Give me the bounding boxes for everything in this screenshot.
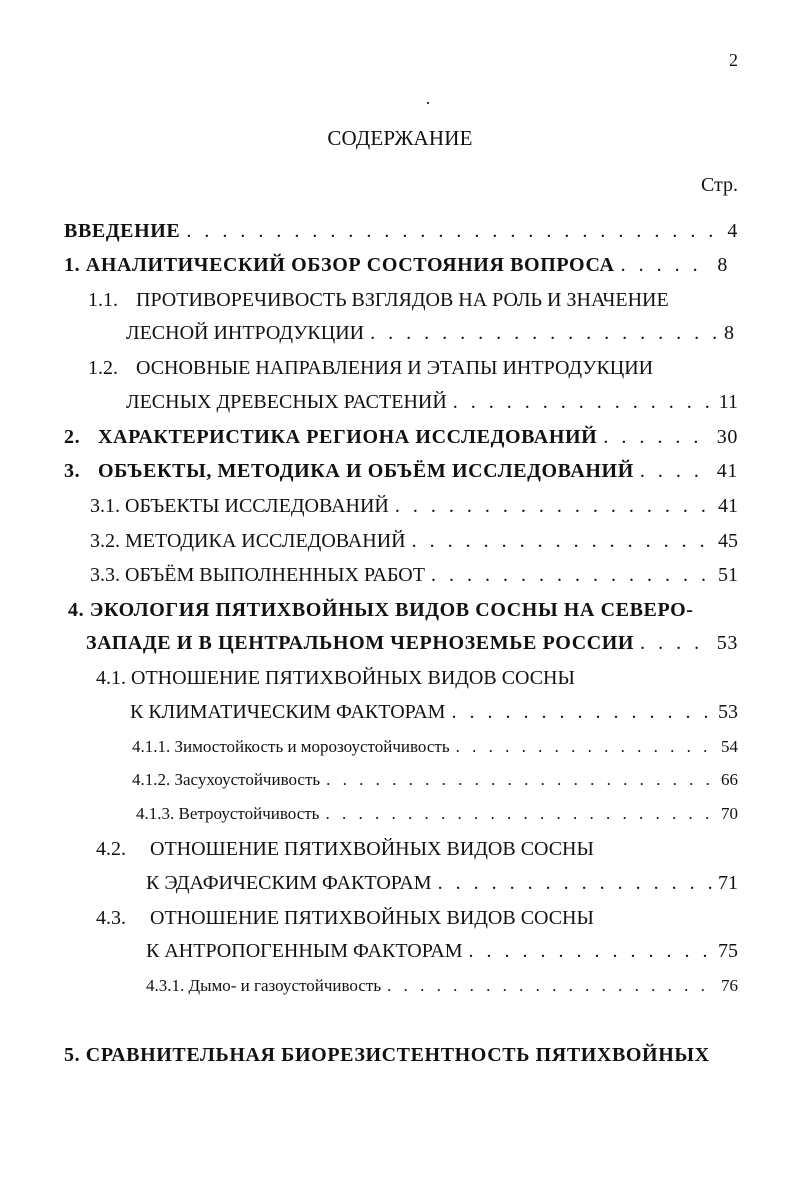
toc-page-number: 75 — [718, 940, 738, 962]
dot-leader — [186, 218, 721, 244]
toc-page-number: 51 — [718, 564, 738, 586]
toc-entry-text: 3.3. ОБЪЁМ ВЫПОЛНЕННЫХ РАБОТ — [90, 564, 425, 586]
toc-entry-4-1-1[interactable] — [132, 734, 738, 760]
toc-entry-1-1-line2[interactable] — [126, 320, 734, 346]
toc-entry-text: 4. ЭКОЛОГИЯ ПЯТИХВОЙНЫХ ВИДОВ СОСНЫ НА СЕВЕРО- — [68, 599, 694, 621]
stray-dot — [427, 102, 429, 104]
dot-leader — [395, 493, 712, 519]
toc-entry-chapter-5[interactable] — [64, 1042, 710, 1068]
dot-leader — [438, 870, 712, 896]
toc-entry-chapter-1[interactable] — [64, 252, 728, 278]
toc-entry-text: ЗАПАДЕ И В ЦЕНТРАЛЬНОМ ЧЕРНОЗЕМЬЕ РОССИИ — [86, 632, 635, 654]
toc-page-number: 11 — [718, 391, 738, 413]
toc-entry-text: ПРОТИВОРЕЧИВОСТЬ ВЗГЛЯДОВ НА РОЛЬ И ЗНАЧЕНИЕ — [136, 289, 669, 311]
toc-page-number: 76 — [721, 976, 738, 995]
toc-entry-3-3[interactable] — [90, 562, 738, 588]
toc-entry-text: ОТНОШЕНИЕ ПЯТИХВОЙНЫХ ВИДОВ СОСНЫ — [150, 838, 594, 860]
toc-page-number: 8 — [717, 254, 728, 276]
toc-page-number: 45 — [718, 530, 738, 552]
toc-entry-4-3-1[interactable] — [146, 973, 738, 999]
toc-entry-text: ЛЕСНОЙ ИНТРОДУКЦИИ — [126, 322, 365, 344]
toc-page-number: 41 — [718, 495, 738, 517]
toc-page-number: 4 — [727, 220, 738, 242]
toc-entry-4-3-line2[interactable] — [146, 938, 738, 964]
dot-leader — [326, 767, 715, 793]
toc-entry-text: 4.3.1. Дымо- и газоустойчивость — [146, 976, 382, 995]
toc-entry-chapter-4-line1[interactable] — [68, 597, 694, 623]
toc-page-number: 41 — [716, 460, 738, 482]
toc-page-number: 54 — [721, 737, 738, 756]
dot-leader — [621, 252, 712, 278]
toc-entry-text: 4.1.3. Ветроустойчивость — [136, 804, 320, 823]
toc-entry-text: 4.1.2. Засухоустойчивость — [132, 770, 321, 789]
dot-leader — [431, 562, 712, 588]
toc-entry-3-1[interactable] — [90, 493, 738, 519]
toc-entry-1-2-line1[interactable] — [88, 355, 653, 381]
toc-entry-text: К КЛИМАТИЧЕСКИМ ФАКТОРАМ — [130, 701, 446, 723]
dot-leader — [412, 528, 712, 554]
toc-entry-4-1-3[interactable] — [136, 801, 738, 827]
toc-entry-text: 3.1. ОБЪЕКТЫ ИССЛЕДОВАНИЙ — [90, 495, 389, 517]
toc-entry-text: 4.1. ОТНОШЕНИЕ ПЯТИХВОЙНЫХ ВИДОВ СОСНЫ — [96, 667, 575, 689]
toc-page-number: 53 — [716, 632, 738, 654]
toc-entry-4-1-line1[interactable] — [96, 665, 575, 691]
toc-entry-number: 3. — [64, 460, 81, 482]
toc-entry-1-2-line2[interactable] — [126, 389, 738, 415]
toc-page-number: 30 — [716, 426, 738, 448]
toc-page-number: 66 — [721, 770, 738, 789]
toc-entry-number: 1.2. — [88, 357, 118, 379]
toc-entry-chapter-3[interactable] — [64, 458, 738, 484]
toc-entry-number: 4.3. — [96, 907, 126, 929]
page-column-label: Стр. — [700, 174, 738, 196]
dot-leader — [451, 699, 712, 725]
toc-entry-text: К ЭДАФИЧЕСКИМ ФАКТОРАМ — [146, 872, 432, 894]
toc-entry-text: 5. СРАВНИТЕЛЬНАЯ БИОРЕЗИСТЕНТНОСТЬ ПЯТИХВОЙНЫХ — [64, 1044, 710, 1066]
dot-leader — [456, 734, 715, 760]
toc-entry-text: ЛЕСНЫХ ДРЕВЕСНЫХ РАСТЕНИЙ — [126, 391, 447, 413]
toc-entry-introduction[interactable] — [64, 218, 738, 244]
toc-entry-3-2[interactable] — [90, 528, 738, 554]
toc-entry-4-1-line2[interactable] — [130, 699, 738, 725]
dot-leader — [370, 320, 718, 346]
dot-leader — [453, 389, 713, 415]
dot-leader — [469, 938, 712, 964]
toc-entry-text: ОТНОШЕНИЕ ПЯТИХВОЙНЫХ ВИДОВ СОСНЫ — [150, 907, 594, 929]
toc-page-number: 70 — [721, 804, 738, 823]
toc-entry-4-2-line2[interactable] — [146, 870, 738, 896]
toc-entry-text: К АНТРОПОГЕННЫМ ФАКТОРАМ — [146, 940, 463, 962]
toc-entry-text: ОБЪЕКТЫ, МЕТОДИКА И ОБЪЁМ ИССЛЕДОВАНИЙ — [98, 460, 634, 482]
toc-entry-4-1-2[interactable] — [132, 767, 738, 793]
toc-entry-text: ВВЕДЕНИЕ — [64, 220, 181, 242]
toc-entry-chapter-2[interactable] — [64, 424, 738, 450]
dot-leader — [640, 458, 711, 484]
toc-entry-number: 1.1. — [88, 289, 118, 311]
toc-entry-number: 4.2. — [96, 838, 126, 860]
toc-title: СОДЕРЖАНИЕ — [327, 126, 473, 150]
toc-entry-text: 4.1.1. Зимостойкость и морозоустойчивость — [132, 737, 450, 756]
toc-page-number: 53 — [718, 701, 738, 723]
toc-page-number: 71 — [718, 872, 738, 894]
toc-page-number: 8 — [724, 322, 734, 344]
toc-entry-4-3-line1[interactable] — [96, 905, 594, 931]
toc-entry-text: ОСНОВНЫЕ НАПРАВЛЕНИЯ И ЭТАПЫ ИНТРОДУКЦИИ — [136, 357, 654, 379]
toc-entry-1-1-line1[interactable] — [88, 287, 669, 313]
dot-leader — [387, 973, 715, 999]
page-number: 2 — [729, 50, 738, 70]
toc-entry-chapter-4-line2[interactable] — [86, 630, 738, 656]
dot-leader — [325, 801, 715, 827]
dot-leader — [603, 424, 710, 450]
toc-entry-number: 2. — [64, 426, 81, 448]
toc-entry-text: 3.2. МЕТОДИКА ИССЛЕДОВАНИЙ — [90, 530, 406, 552]
toc-entry-4-2-line1[interactable] — [96, 836, 594, 862]
toc-entry-text: 1. АНАЛИТИЧЕСКИЙ ОБЗОР СОСТОЯНИЯ ВОПРОСА — [64, 254, 615, 276]
toc-entry-text: ХАРАКТЕРИСТИКА РЕГИОНА ИССЛЕДОВАНИЙ — [98, 426, 598, 448]
dot-leader — [640, 630, 711, 656]
